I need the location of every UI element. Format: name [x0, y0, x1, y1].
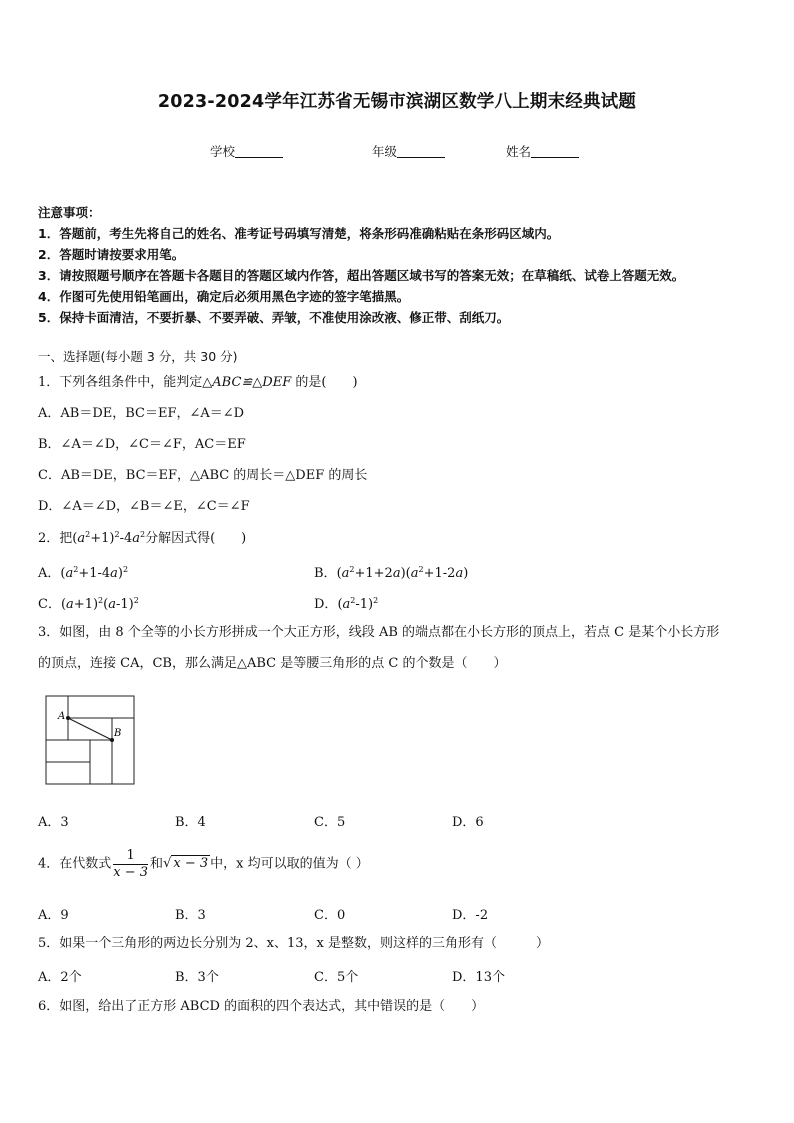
question-5-stem: 5．如果一个三角形的两边长分别为 2、x、13，x 是整数，则这样的三角形有（ ）	[38, 936, 550, 951]
q3-option-a[interactable]: A．3	[38, 815, 69, 830]
q2-expression: $(a^2+1)^2-4a^2$	[72, 530, 146, 546]
question-2-stem	[38, 530, 246, 548]
q2-option-c-math: $(a+1)^2(a-1)^2$	[60, 596, 139, 612]
notice-item: 2．答题时请按要求用笔。	[38, 247, 185, 262]
q2-option-b[interactable]	[314, 562, 468, 581]
q2-option-b-label: B．	[314, 566, 337, 581]
q4-fraction	[113, 848, 148, 881]
name-blank[interactable]	[531, 145, 579, 158]
q4-fraction-numerator: 1	[113, 848, 148, 865]
q1-option-a[interactable]: A．AB＝DE，BC＝EF，∠A＝∠D	[38, 406, 245, 421]
q4-sqrt: √ x − 3	[163, 856, 209, 871]
q4-stem-suffix: 中，x 均可以取的值为（ ）	[210, 856, 369, 872]
section-heading: 一、选择题(每小题 3 分，共 30 分)	[38, 349, 238, 364]
q5-option-b[interactable]: B．3个	[175, 970, 219, 985]
q2-option-c-label: C．	[38, 597, 61, 612]
question-6-stem: 6．如图，给出了正方形 ABCD 的面积的四个表达式，其中错误的是（ ）	[38, 999, 485, 1014]
notice-heading: 注意事项：	[38, 205, 101, 220]
rectangles-square-figure	[44, 694, 140, 788]
notice-item: 4．作图可先使用铅笔画出，确定后必须用黑色字迹的签字笔描黑。	[38, 289, 410, 304]
q2-option-d[interactable]	[314, 593, 378, 612]
q4-option-c[interactable]: C．0	[314, 908, 346, 923]
question-3-line-2: 的顶点，连接 CA，CB，那么满足△ABC 是等腰三角形的点 C 的个数是（ ）	[38, 656, 507, 671]
q2-stem-suffix: 分解因式得( )	[145, 531, 247, 546]
grade-field	[372, 142, 445, 160]
q3-option-d[interactable]: D．6	[452, 815, 484, 830]
q5-option-a[interactable]: A．2个	[38, 970, 82, 985]
notice-item: 5．保持卡面清洁，不要折暴、不要弄破、弄皱，不准使用涂改液、修正带、刮纸刀。	[38, 310, 510, 325]
q1-stem-math: △ABC≌△DEF	[202, 375, 292, 390]
q1-option-c[interactable]: C．AB＝DE，BC＝EF，△ABC 的周长＝△DEF 的周长	[38, 468, 368, 483]
q4-option-d[interactable]: D．-2	[452, 908, 489, 923]
q4-sqrt-radicand: x − 3	[173, 856, 209, 871]
q4-option-b[interactable]: B．3	[175, 908, 206, 923]
q2-option-b-math: $(a^2+1+2a)(a^2+1-2a)$	[336, 565, 469, 581]
q3-option-b[interactable]: B．4	[175, 815, 206, 830]
q5-option-c[interactable]: C．5个	[314, 970, 359, 985]
school-field	[210, 142, 283, 160]
q2-option-a-label: A．	[38, 566, 61, 581]
q5-option-d[interactable]: D．13个	[452, 970, 505, 985]
label-b: B	[114, 728, 122, 739]
grade-blank[interactable]	[397, 145, 445, 158]
point-a	[66, 716, 70, 720]
q2-option-d-math: $(a^2-1)^2$	[337, 596, 379, 612]
q2-option-a[interactable]	[38, 562, 128, 581]
q2-option-c[interactable]	[38, 593, 139, 612]
q4-and: 和	[150, 856, 164, 872]
segment-ab	[68, 718, 112, 740]
q1-option-b[interactable]: B．∠A＝∠D，∠C＝∠F，AC＝EF	[38, 437, 246, 452]
question-1-stem	[38, 374, 358, 392]
q3-option-c[interactable]: C．5	[314, 815, 346, 830]
label-a: A	[58, 711, 66, 722]
notice-item: 3．请按照题号顺序在答题卡各题目的答题区域内作答，超出答题区域书写的答案无效；在草稿纸、试卷上答题无效。	[38, 268, 685, 283]
page-title: 2023-2024学年江苏省无锡市滨湖区数学八上期末经典试题	[157, 92, 637, 112]
grade-label: 年级	[372, 144, 398, 159]
name-label: 姓名	[506, 144, 532, 159]
q2-option-d-label: D．	[314, 597, 338, 612]
q1-stem-prefix: 1．下列各组条件中，能判定	[38, 375, 203, 390]
q2-option-a-math: $(a^2+1-4a)^2$	[60, 565, 129, 581]
q1-option-d[interactable]: D．∠A＝∠D，∠B＝∠E，∠C＝∠F	[38, 499, 250, 514]
question-4-stem	[38, 846, 369, 883]
school-blank[interactable]	[235, 145, 283, 158]
question-3-line-1: 3．如图，由 8 个全等的小长方形拼成一个大正方形，线段 AB 的端点都在小长方形的顶点上，若点 C 是某个小长方形	[38, 625, 720, 640]
notice-item: 1．答题前，考生先将自己的姓名、准考证号码填写清楚，将条形码准确粘贴在条形码区域内。	[38, 226, 560, 241]
q4-fraction-denominator: x − 3	[113, 864, 149, 880]
name-field	[506, 142, 579, 160]
q2-stem-prefix: 2．把	[38, 531, 73, 546]
q4-option-a[interactable]: A．9	[38, 908, 69, 923]
q1-stem-suffix: 的是( )	[291, 375, 358, 390]
q4-stem-prefix: 4．在代数式	[38, 856, 112, 872]
school-label: 学校	[210, 144, 236, 159]
